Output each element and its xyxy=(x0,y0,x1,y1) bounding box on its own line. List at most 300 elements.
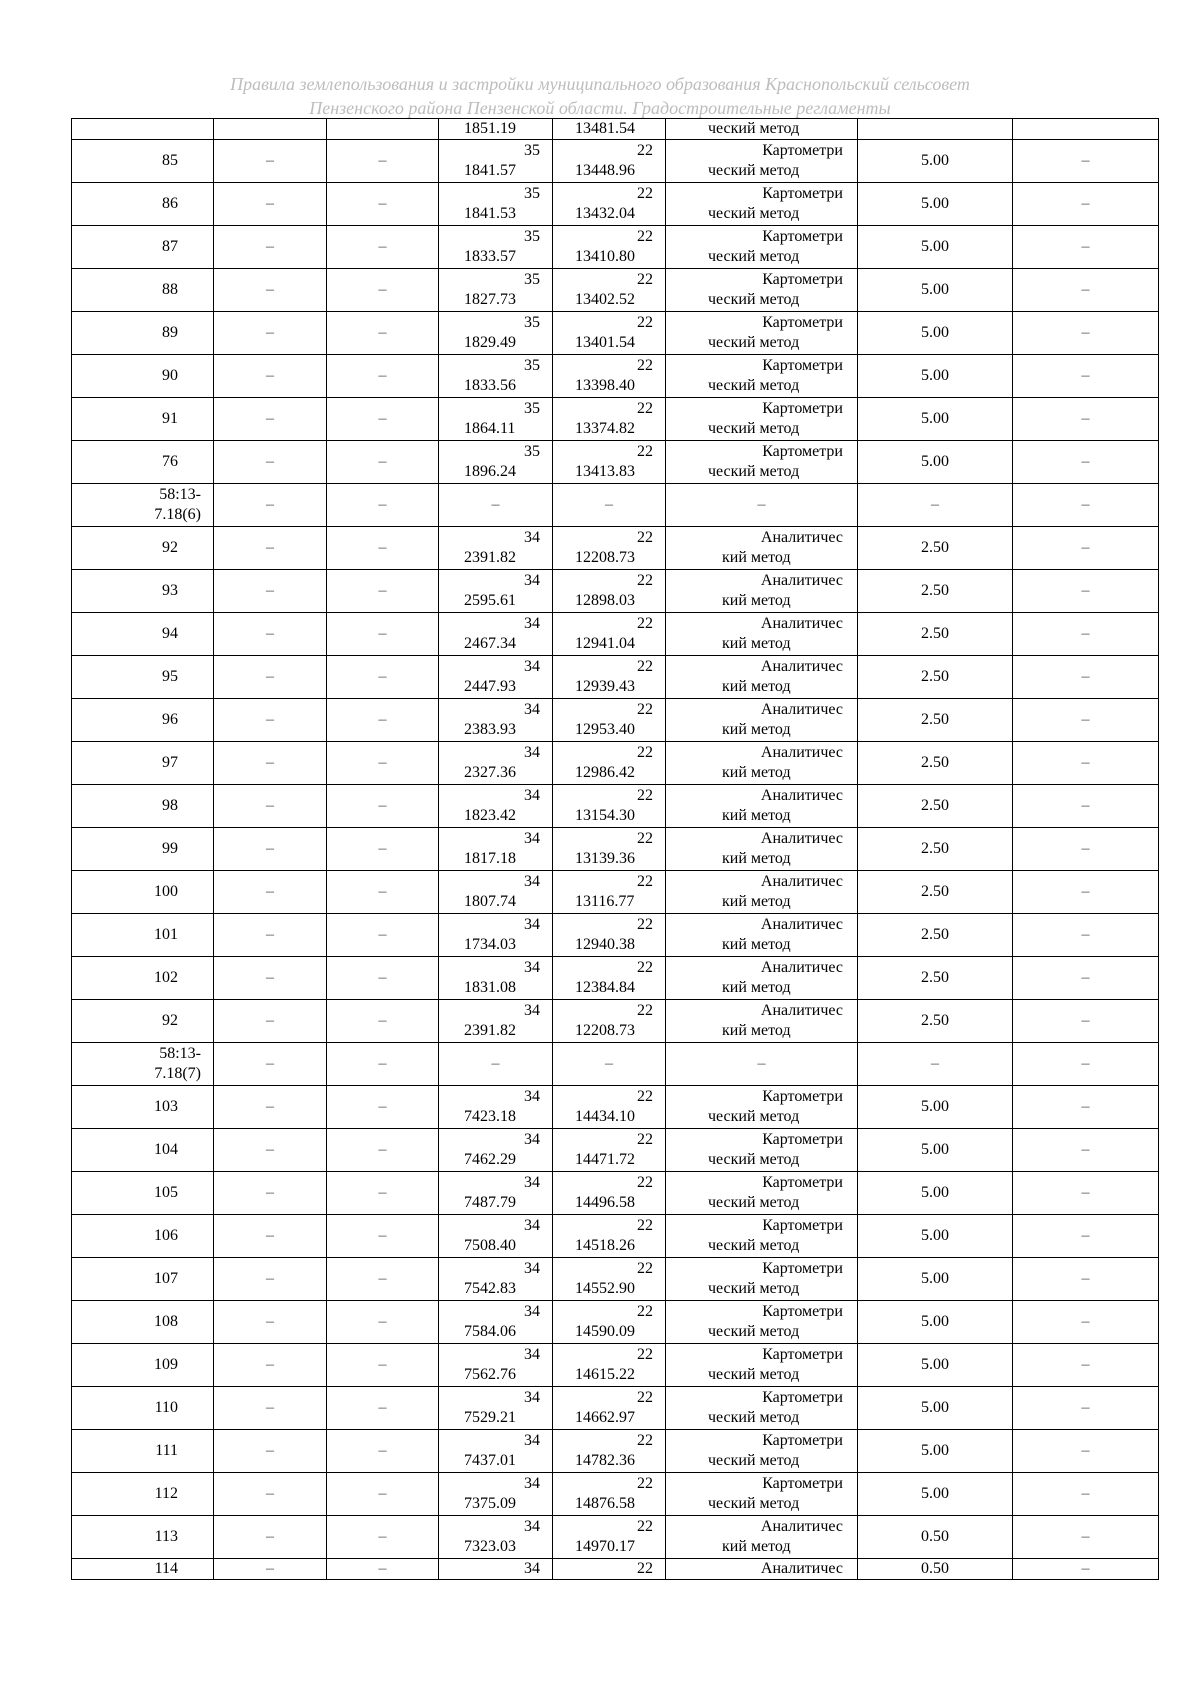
cell-section-number xyxy=(72,1043,214,1086)
cell-accuracy: 5.00 xyxy=(858,269,1013,312)
cell-x xyxy=(439,1086,553,1129)
cell-accuracy: 5.00 xyxy=(858,355,1013,398)
cell-method xyxy=(666,355,858,398)
table-row xyxy=(72,1430,1159,1473)
cell-x xyxy=(439,613,553,656)
cell-num: 110 xyxy=(72,1387,214,1430)
cell-c3: – xyxy=(327,828,439,871)
x-bottom: 7584.06 xyxy=(464,1323,516,1340)
cell-y xyxy=(553,1301,666,1344)
y-bottom: 13139.36 xyxy=(575,850,635,867)
y-bottom: 13116.77 xyxy=(575,893,635,910)
x-bottom: 2467.34 xyxy=(464,635,516,652)
table-row xyxy=(72,269,1159,312)
method-bottom: ческий метод xyxy=(708,291,800,308)
cell-accuracy: 2.50 xyxy=(858,656,1013,699)
cell-c2: – xyxy=(214,1344,327,1387)
method-bottom: кий метод xyxy=(722,936,791,953)
section-number-bottom: 7.18(6) xyxy=(154,506,201,523)
x-top: 34 xyxy=(524,787,540,804)
cell-accuracy: 2.50 xyxy=(858,914,1013,957)
y-top: 22 xyxy=(637,1088,653,1105)
cell-c2: – xyxy=(214,527,327,570)
section-number-top: 58:13- xyxy=(159,486,201,503)
cell-c3 xyxy=(327,119,439,140)
method-bottom: ческий метод xyxy=(708,162,800,179)
cell-c3: – xyxy=(327,699,439,742)
x-top: 34 xyxy=(524,1346,540,1363)
y-top: 22 xyxy=(637,1174,653,1191)
cell-c8: – xyxy=(1013,1000,1159,1043)
method-top: Картометри xyxy=(762,1088,843,1105)
cell-x xyxy=(439,871,553,914)
cell-num: 100 xyxy=(72,871,214,914)
method-top: Картометри xyxy=(762,314,843,331)
cell-method xyxy=(666,398,858,441)
cell-method xyxy=(666,119,858,140)
cell-c8: – xyxy=(1013,1559,1159,1580)
table-row xyxy=(72,914,1159,957)
cell-accuracy: 5.00 xyxy=(858,1301,1013,1344)
cell-c8: – xyxy=(1013,1516,1159,1559)
cell-y xyxy=(553,398,666,441)
method-top: Аналитичес xyxy=(760,1518,843,1535)
cell-y xyxy=(553,828,666,871)
cell-accuracy: 2.50 xyxy=(858,1000,1013,1043)
y-bottom: 14496.58 xyxy=(575,1194,635,1211)
cell-method xyxy=(666,1559,858,1580)
x-bottom: 1734.03 xyxy=(464,936,516,953)
y-top: 22 xyxy=(637,142,653,159)
method-bottom: кий метод xyxy=(722,549,791,566)
cell-x xyxy=(439,1473,553,1516)
y-top: 22 xyxy=(637,701,653,718)
cell-c8: – xyxy=(1013,183,1159,226)
cell-num: 85 xyxy=(72,140,214,183)
table-row xyxy=(72,1215,1159,1258)
cell-y xyxy=(553,1430,666,1473)
x-bottom: 1896.24 xyxy=(464,463,516,480)
y-bottom: 13154.30 xyxy=(575,807,635,824)
cell-c2: – xyxy=(214,871,327,914)
cell-method xyxy=(666,1344,858,1387)
cell-method xyxy=(666,527,858,570)
cell-accuracy: 2.50 xyxy=(858,828,1013,871)
y-top: 22 xyxy=(637,1002,653,1019)
x-top: 35 xyxy=(524,400,540,417)
table-row xyxy=(72,570,1159,613)
cell-accuracy: 5.00 xyxy=(858,1215,1013,1258)
cell-c2: – xyxy=(214,484,327,527)
cell-method xyxy=(666,570,858,613)
cell-x xyxy=(439,1172,553,1215)
x-bottom: 1841.53 xyxy=(464,205,516,222)
y-top: 22 xyxy=(637,615,653,632)
cell-y: – xyxy=(553,1043,666,1086)
cell-c2: – xyxy=(214,1559,327,1580)
y-bottom: 13398.40 xyxy=(575,377,635,394)
method-top: Картометри xyxy=(762,1131,843,1148)
cell-accuracy: 5.00 xyxy=(858,1473,1013,1516)
cell-num: 107 xyxy=(72,1258,214,1301)
cell-c3: – xyxy=(327,1000,439,1043)
method-top: Картометри xyxy=(762,185,843,202)
y-bottom: 14876.58 xyxy=(575,1495,635,1512)
cell-y xyxy=(553,441,666,484)
cell-c2: – xyxy=(214,183,327,226)
cell-x xyxy=(439,828,553,871)
method-top: Аналитичес xyxy=(760,787,843,804)
cell-c8: – xyxy=(1013,699,1159,742)
x-bottom: 7462.29 xyxy=(464,1151,516,1168)
cell-y xyxy=(553,312,666,355)
cell-c3: – xyxy=(327,1430,439,1473)
cell-method: – xyxy=(666,1043,858,1086)
cell-c8: – xyxy=(1013,1473,1159,1516)
cell-c2: – xyxy=(214,1258,327,1301)
cell-num xyxy=(72,119,214,140)
cell-y xyxy=(553,1129,666,1172)
cell-c2: – xyxy=(214,1043,327,1086)
x-bottom: 1829.49 xyxy=(464,334,516,351)
cell-c2: – xyxy=(214,1172,327,1215)
table-row xyxy=(72,1516,1159,1559)
cell-method xyxy=(666,699,858,742)
x-bottom: 2447.93 xyxy=(464,678,516,695)
x-top: 35 xyxy=(524,357,540,374)
table-row xyxy=(72,1000,1159,1043)
cell-method xyxy=(666,1215,858,1258)
cell-method xyxy=(666,1258,858,1301)
cell-c2: – xyxy=(214,914,327,957)
cell-x xyxy=(439,269,553,312)
cell-c8: – xyxy=(1013,484,1159,527)
cell-method xyxy=(666,914,858,957)
cell-x xyxy=(439,785,553,828)
cell-c8: – xyxy=(1013,828,1159,871)
y-bottom: 13374.82 xyxy=(575,420,635,437)
cell-c3: – xyxy=(327,1344,439,1387)
y-bottom: 12953.40 xyxy=(575,721,635,738)
x-bottom: 2327.36 xyxy=(464,764,516,781)
x-top: 34 xyxy=(524,1518,540,1535)
cell-x xyxy=(439,656,553,699)
cell-accuracy: 5.00 xyxy=(858,1430,1013,1473)
cell-x xyxy=(439,226,553,269)
method-bottom: кий метод xyxy=(722,850,791,867)
table-row xyxy=(72,742,1159,785)
cell-num: 102 xyxy=(72,957,214,1000)
cell-num: 92 xyxy=(72,1000,214,1043)
cell-method xyxy=(666,828,858,871)
cell-accuracy: 5.00 xyxy=(858,1086,1013,1129)
cell-accuracy: 2.50 xyxy=(858,613,1013,656)
method-bottom: кий метод xyxy=(722,635,791,652)
cell-num: 92 xyxy=(72,527,214,570)
cell-c2: – xyxy=(214,355,327,398)
cell-accuracy: 0.50 xyxy=(858,1516,1013,1559)
cell-x xyxy=(439,914,553,957)
cell-c3: – xyxy=(327,484,439,527)
method-bottom: ческий метод xyxy=(708,1280,800,1297)
x-top: 34 xyxy=(524,1303,540,1320)
cell-c8: – xyxy=(1013,742,1159,785)
method-top: Аналитичес xyxy=(760,658,843,675)
method-bottom: кий метод xyxy=(722,893,791,910)
cell-x xyxy=(439,1129,553,1172)
cell-num: 114 xyxy=(72,1559,214,1580)
y-top: 22 xyxy=(637,1303,653,1320)
cell-num: 97 xyxy=(72,742,214,785)
cell-num: 111 xyxy=(72,1430,214,1473)
x-top: 35 xyxy=(524,228,540,245)
cell-c8: – xyxy=(1013,914,1159,957)
x-top: 34 xyxy=(524,873,540,890)
cell-c3: – xyxy=(327,1516,439,1559)
cell-c3: – xyxy=(327,1086,439,1129)
method-top: Картометри xyxy=(762,1303,843,1320)
y-top: 22 xyxy=(637,787,653,804)
method-top: Картометри xyxy=(762,1346,843,1363)
table-row xyxy=(72,441,1159,484)
method-value: ческий метод xyxy=(708,120,800,137)
cell-accuracy xyxy=(858,119,1013,140)
cell-c8: – xyxy=(1013,1086,1159,1129)
cell-c8: – xyxy=(1013,1258,1159,1301)
cell-method xyxy=(666,656,858,699)
cell-y xyxy=(553,1215,666,1258)
y-top: 22 xyxy=(637,1432,653,1449)
cell-accuracy: 5.00 xyxy=(858,441,1013,484)
cell-c8: – xyxy=(1013,785,1159,828)
cell-c3: – xyxy=(327,914,439,957)
cell-method xyxy=(666,957,858,1000)
cell-c2: – xyxy=(214,398,327,441)
x-bottom: 7542.83 xyxy=(464,1280,516,1297)
y-top: 22 xyxy=(637,959,653,976)
cell-c8: – xyxy=(1013,355,1159,398)
y-top: 22 xyxy=(637,443,653,460)
method-bottom: ческий метод xyxy=(708,248,800,265)
cell-method: – xyxy=(666,484,858,527)
cell-num: 112 xyxy=(72,1473,214,1516)
header-line-1: Правила землепользования и застройки муниципального образования Краснопольский сельсовет xyxy=(230,74,970,94)
cell-x xyxy=(439,957,553,1000)
cell-c3: – xyxy=(327,312,439,355)
x-bottom: 1827.73 xyxy=(464,291,516,308)
table-row xyxy=(72,613,1159,656)
method-bottom: ческий метод xyxy=(708,1323,800,1340)
cell-method xyxy=(666,183,858,226)
cell-x xyxy=(439,1387,553,1430)
cell-c3: – xyxy=(327,1172,439,1215)
y-bottom: 14662.97 xyxy=(575,1409,635,1426)
x-top: 34 xyxy=(524,1174,540,1191)
x-top: 34 xyxy=(524,529,540,546)
cell-c2: – xyxy=(214,957,327,1000)
cell-num: 108 xyxy=(72,1301,214,1344)
method-top: Картометри xyxy=(762,228,843,245)
cell-num: 86 xyxy=(72,183,214,226)
cell-y xyxy=(553,527,666,570)
cell-x xyxy=(439,699,553,742)
cell-accuracy: 5.00 xyxy=(858,312,1013,355)
x-top: 34 xyxy=(524,658,540,675)
method-top: Аналитичес xyxy=(760,873,843,890)
cell-c2: – xyxy=(214,1215,327,1258)
cell-c8: – xyxy=(1013,1043,1159,1086)
cell-c3: – xyxy=(327,183,439,226)
x-top: 34 xyxy=(524,1088,540,1105)
cell-c3: – xyxy=(327,785,439,828)
cell-c3: – xyxy=(327,1129,439,1172)
document-header xyxy=(0,72,1200,120)
cell-x xyxy=(439,312,553,355)
table-row xyxy=(72,1258,1159,1301)
cell-c8: – xyxy=(1013,613,1159,656)
method-bottom: ческий метод xyxy=(708,1151,800,1168)
y-bottom: 13402.52 xyxy=(575,291,635,308)
method-top: Картометри xyxy=(762,1389,843,1406)
header-line-2: Пензенского района Пензенской области. Градостроительные регламенты xyxy=(309,98,891,118)
table-row xyxy=(72,957,1159,1000)
method-bottom: кий метод xyxy=(722,979,791,996)
x-top: 35 xyxy=(524,271,540,288)
cell-c2: – xyxy=(214,742,327,785)
y-value: 13481.54 xyxy=(575,120,635,137)
table-row xyxy=(72,484,1159,527)
table-row-partial xyxy=(72,1559,1159,1580)
cell-y xyxy=(553,914,666,957)
cell-section-number xyxy=(72,484,214,527)
x-bottom: 7529.21 xyxy=(464,1409,516,1426)
x-bottom: 1831.08 xyxy=(464,979,516,996)
method-top: Картометри xyxy=(762,1260,843,1277)
cell-method xyxy=(666,1086,858,1129)
cell-c2: – xyxy=(214,1000,327,1043)
y-bottom: 14518.26 xyxy=(575,1237,635,1254)
cell-c8: – xyxy=(1013,269,1159,312)
y-bottom: 12940.38 xyxy=(575,936,635,953)
cell-c2: – xyxy=(214,1473,327,1516)
y-bottom: 14782.36 xyxy=(575,1452,635,1469)
y-top: 22 xyxy=(637,1217,653,1234)
table-row xyxy=(72,699,1159,742)
cell-accuracy: 2.50 xyxy=(858,527,1013,570)
method-bottom: кий метод xyxy=(722,807,791,824)
cell-x xyxy=(439,119,553,140)
x-value: 1851.19 xyxy=(464,120,516,137)
cell-c8: – xyxy=(1013,871,1159,914)
cell-c3: – xyxy=(327,527,439,570)
x-top: 34 xyxy=(524,916,540,933)
method-top: Аналитичес xyxy=(760,529,843,546)
table-row xyxy=(72,1301,1159,1344)
table-row xyxy=(72,785,1159,828)
cell-c3: – xyxy=(327,957,439,1000)
cell-y xyxy=(553,1473,666,1516)
cell-accuracy: 2.50 xyxy=(858,570,1013,613)
cell-num: 103 xyxy=(72,1086,214,1129)
section-number-top: 58:13- xyxy=(159,1045,201,1062)
cell-x xyxy=(439,140,553,183)
cell-num: 104 xyxy=(72,1129,214,1172)
x-top: 34 xyxy=(524,1389,540,1406)
cell-c3: – xyxy=(327,613,439,656)
x-top: 35 xyxy=(524,142,540,159)
x-bottom: 7423.18 xyxy=(464,1108,516,1125)
method-top: Аналитичес xyxy=(760,572,843,589)
cell-accuracy: 5.00 xyxy=(858,1258,1013,1301)
cell-c2: – xyxy=(214,828,327,871)
y-top: 22 xyxy=(637,1560,653,1577)
cell-num: 95 xyxy=(72,656,214,699)
cell-c2: – xyxy=(214,1430,327,1473)
y-top: 22 xyxy=(637,658,653,675)
method-bottom: ческий метод xyxy=(708,463,800,480)
table-row xyxy=(72,656,1159,699)
x-top: 34 xyxy=(524,1260,540,1277)
cell-accuracy: 5.00 xyxy=(858,1129,1013,1172)
cell-c2: – xyxy=(214,1086,327,1129)
y-top: 22 xyxy=(637,830,653,847)
cell-y xyxy=(553,1387,666,1430)
cell-method xyxy=(666,1387,858,1430)
y-bottom: 14552.90 xyxy=(575,1280,635,1297)
x-bottom: 7487.79 xyxy=(464,1194,516,1211)
method-bottom: ческий метод xyxy=(708,334,800,351)
cell-x xyxy=(439,742,553,785)
cell-num: 89 xyxy=(72,312,214,355)
y-bottom: 13410.80 xyxy=(575,248,635,265)
cell-num: 105 xyxy=(72,1172,214,1215)
cell-num: 93 xyxy=(72,570,214,613)
y-top: 22 xyxy=(637,744,653,761)
cell-accuracy: 5.00 xyxy=(858,183,1013,226)
method-bottom: кий метод xyxy=(722,678,791,695)
cell-method xyxy=(666,1129,858,1172)
cell-num: 94 xyxy=(72,613,214,656)
cell-x xyxy=(439,1344,553,1387)
table-row xyxy=(72,140,1159,183)
method-bottom: ческий метод xyxy=(708,205,800,222)
x-bottom: 1833.57 xyxy=(464,248,516,265)
cell-num: 87 xyxy=(72,226,214,269)
y-top: 22 xyxy=(637,228,653,245)
cell-method xyxy=(666,1000,858,1043)
cell-c3: – xyxy=(327,570,439,613)
cell-c8: – xyxy=(1013,1430,1159,1473)
method-bottom: ческий метод xyxy=(708,377,800,394)
cell-accuracy: 5.00 xyxy=(858,1387,1013,1430)
x-top: 35 xyxy=(524,314,540,331)
x-top: 34 xyxy=(524,1432,540,1449)
cell-c3: – xyxy=(327,1043,439,1086)
method-top: Картометри xyxy=(762,1475,843,1492)
cell-x xyxy=(439,527,553,570)
cell-y xyxy=(553,699,666,742)
y-bottom: 13448.96 xyxy=(575,162,635,179)
x-bottom: 2391.82 xyxy=(464,549,516,566)
cell-c8: – xyxy=(1013,957,1159,1000)
cell-y xyxy=(553,355,666,398)
x-bottom: 1864.11 xyxy=(464,420,516,437)
y-top: 22 xyxy=(637,314,653,331)
cell-accuracy: 2.50 xyxy=(858,785,1013,828)
y-top: 22 xyxy=(637,916,653,933)
x-bottom: 7562.76 xyxy=(464,1366,516,1383)
cell-c8: – xyxy=(1013,1172,1159,1215)
